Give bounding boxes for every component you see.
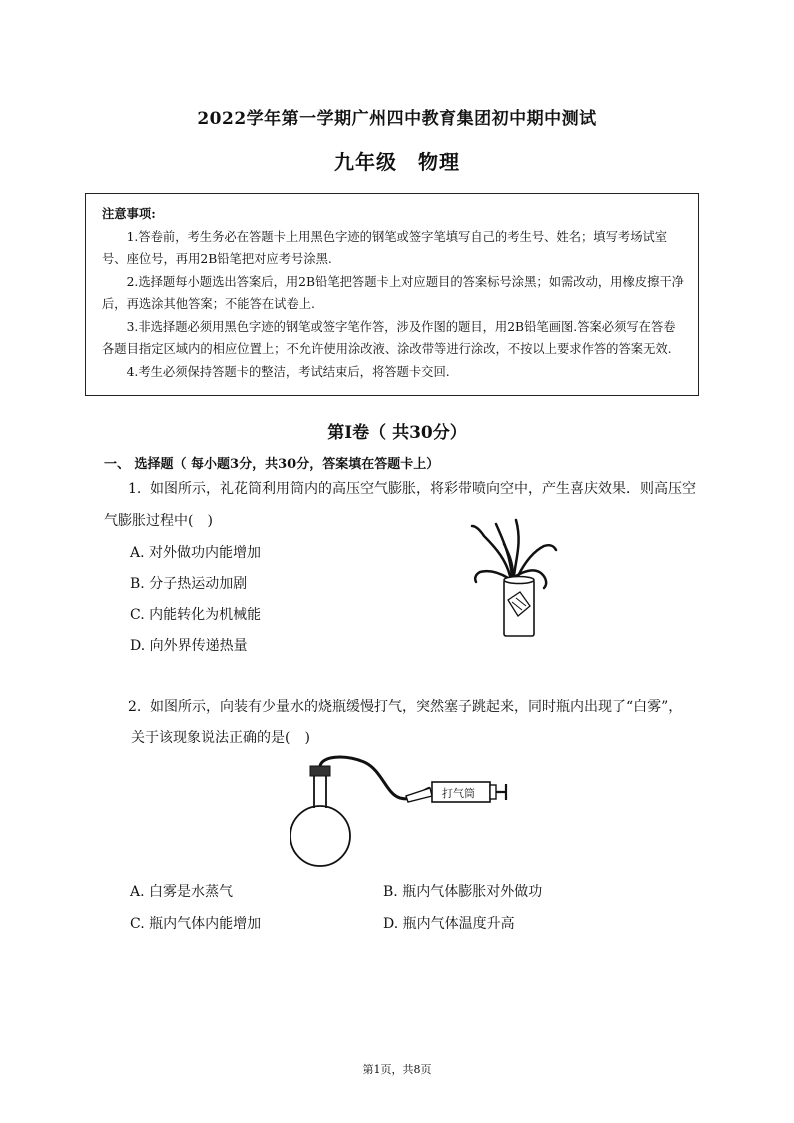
question-1-option-d: D. 向外界传递热量 <box>130 638 248 654</box>
notice-box <box>85 193 699 396</box>
question-2-option-c: C. 瓶内气体内能增加 <box>130 916 262 932</box>
pump-label: 打气筒 <box>442 787 475 800</box>
exam-subtitle: 九年级 物理 <box>334 150 460 174</box>
question-2-number: 2. <box>128 699 142 715</box>
question-1-option-c: C. 内能转化为机械能 <box>130 607 262 623</box>
exam-title: 2022学年第一学期广州四中教育集团初中期中测试 <box>197 109 597 129</box>
question-2-option-a: A. 白雾是水蒸气 <box>130 884 234 900</box>
confetti-cannon-figure <box>466 516 558 638</box>
question-2-stem-line2: 关于该现象说法正确的是( ) <box>131 730 310 746</box>
question-1-stem-line1: 如图所示，礼花筒利用筒内的高压空气膨胀，将彩带喷向空中，产生喜庆效果．则高压空 <box>150 481 696 497</box>
question-1-number: 1. <box>128 481 142 497</box>
question-2-option-b: B. 瓶内气体膨胀对外做功 <box>383 884 543 900</box>
notice-item: 3.非选择题必须用黑色字迹的钢笔或签字笔作答，涉及作图的题目，用2B铅笔画图.答案必须写在答卷各题目指定区域内的相应位置上；不允许使用涂改液、涂改带等进行涂改，不按以上要求作答的答案无效. <box>102 319 676 356</box>
notice-item: 2.选择题每小题选出答案后，用2B铅笔把答题卡上对应题目的答案标号涂黑；如需改动，用橡皮擦干净后，再选涂其他答案；不能答在试卷上. <box>102 274 684 311</box>
notice-heading: 注意事项: <box>102 206 156 221</box>
question-1-stem-line2: 气膨胀过程中( ) <box>104 513 213 529</box>
page-footer: 第1页，共8页 <box>362 1063 432 1076</box>
notice-item: 4.考生必须保持答题卡的整洁，考试结束后，将答题卡交回. <box>126 364 450 379</box>
question-2-option-d: D. 瓶内气体温度升高 <box>383 916 515 932</box>
question-1-option-b: B. 分子热运动加剧 <box>130 576 248 592</box>
flask-pump-figure <box>290 752 516 870</box>
question-2-stem-line1: 如图所示，向装有少量水的烧瓶缓慢打气，突然塞子跳起来，同时瓶内出现了“白雾”， <box>150 699 683 715</box>
notice-item: 1.答卷前，考生务必在答题卡上用黑色字迹的钢笔或签字笔填写自己的考生号、姓名；填写考场试室号、座位号，再用2B铅笔把对应考号涂黑. <box>102 229 668 266</box>
question-1-option-a: A. 对外做功内能增加 <box>130 545 262 561</box>
part-title: 一、 选择题（ 每小题3分，共30分，答案填在答题卡上） <box>104 457 440 472</box>
section-title: 第Ⅰ卷（ 共30分） <box>327 423 467 443</box>
